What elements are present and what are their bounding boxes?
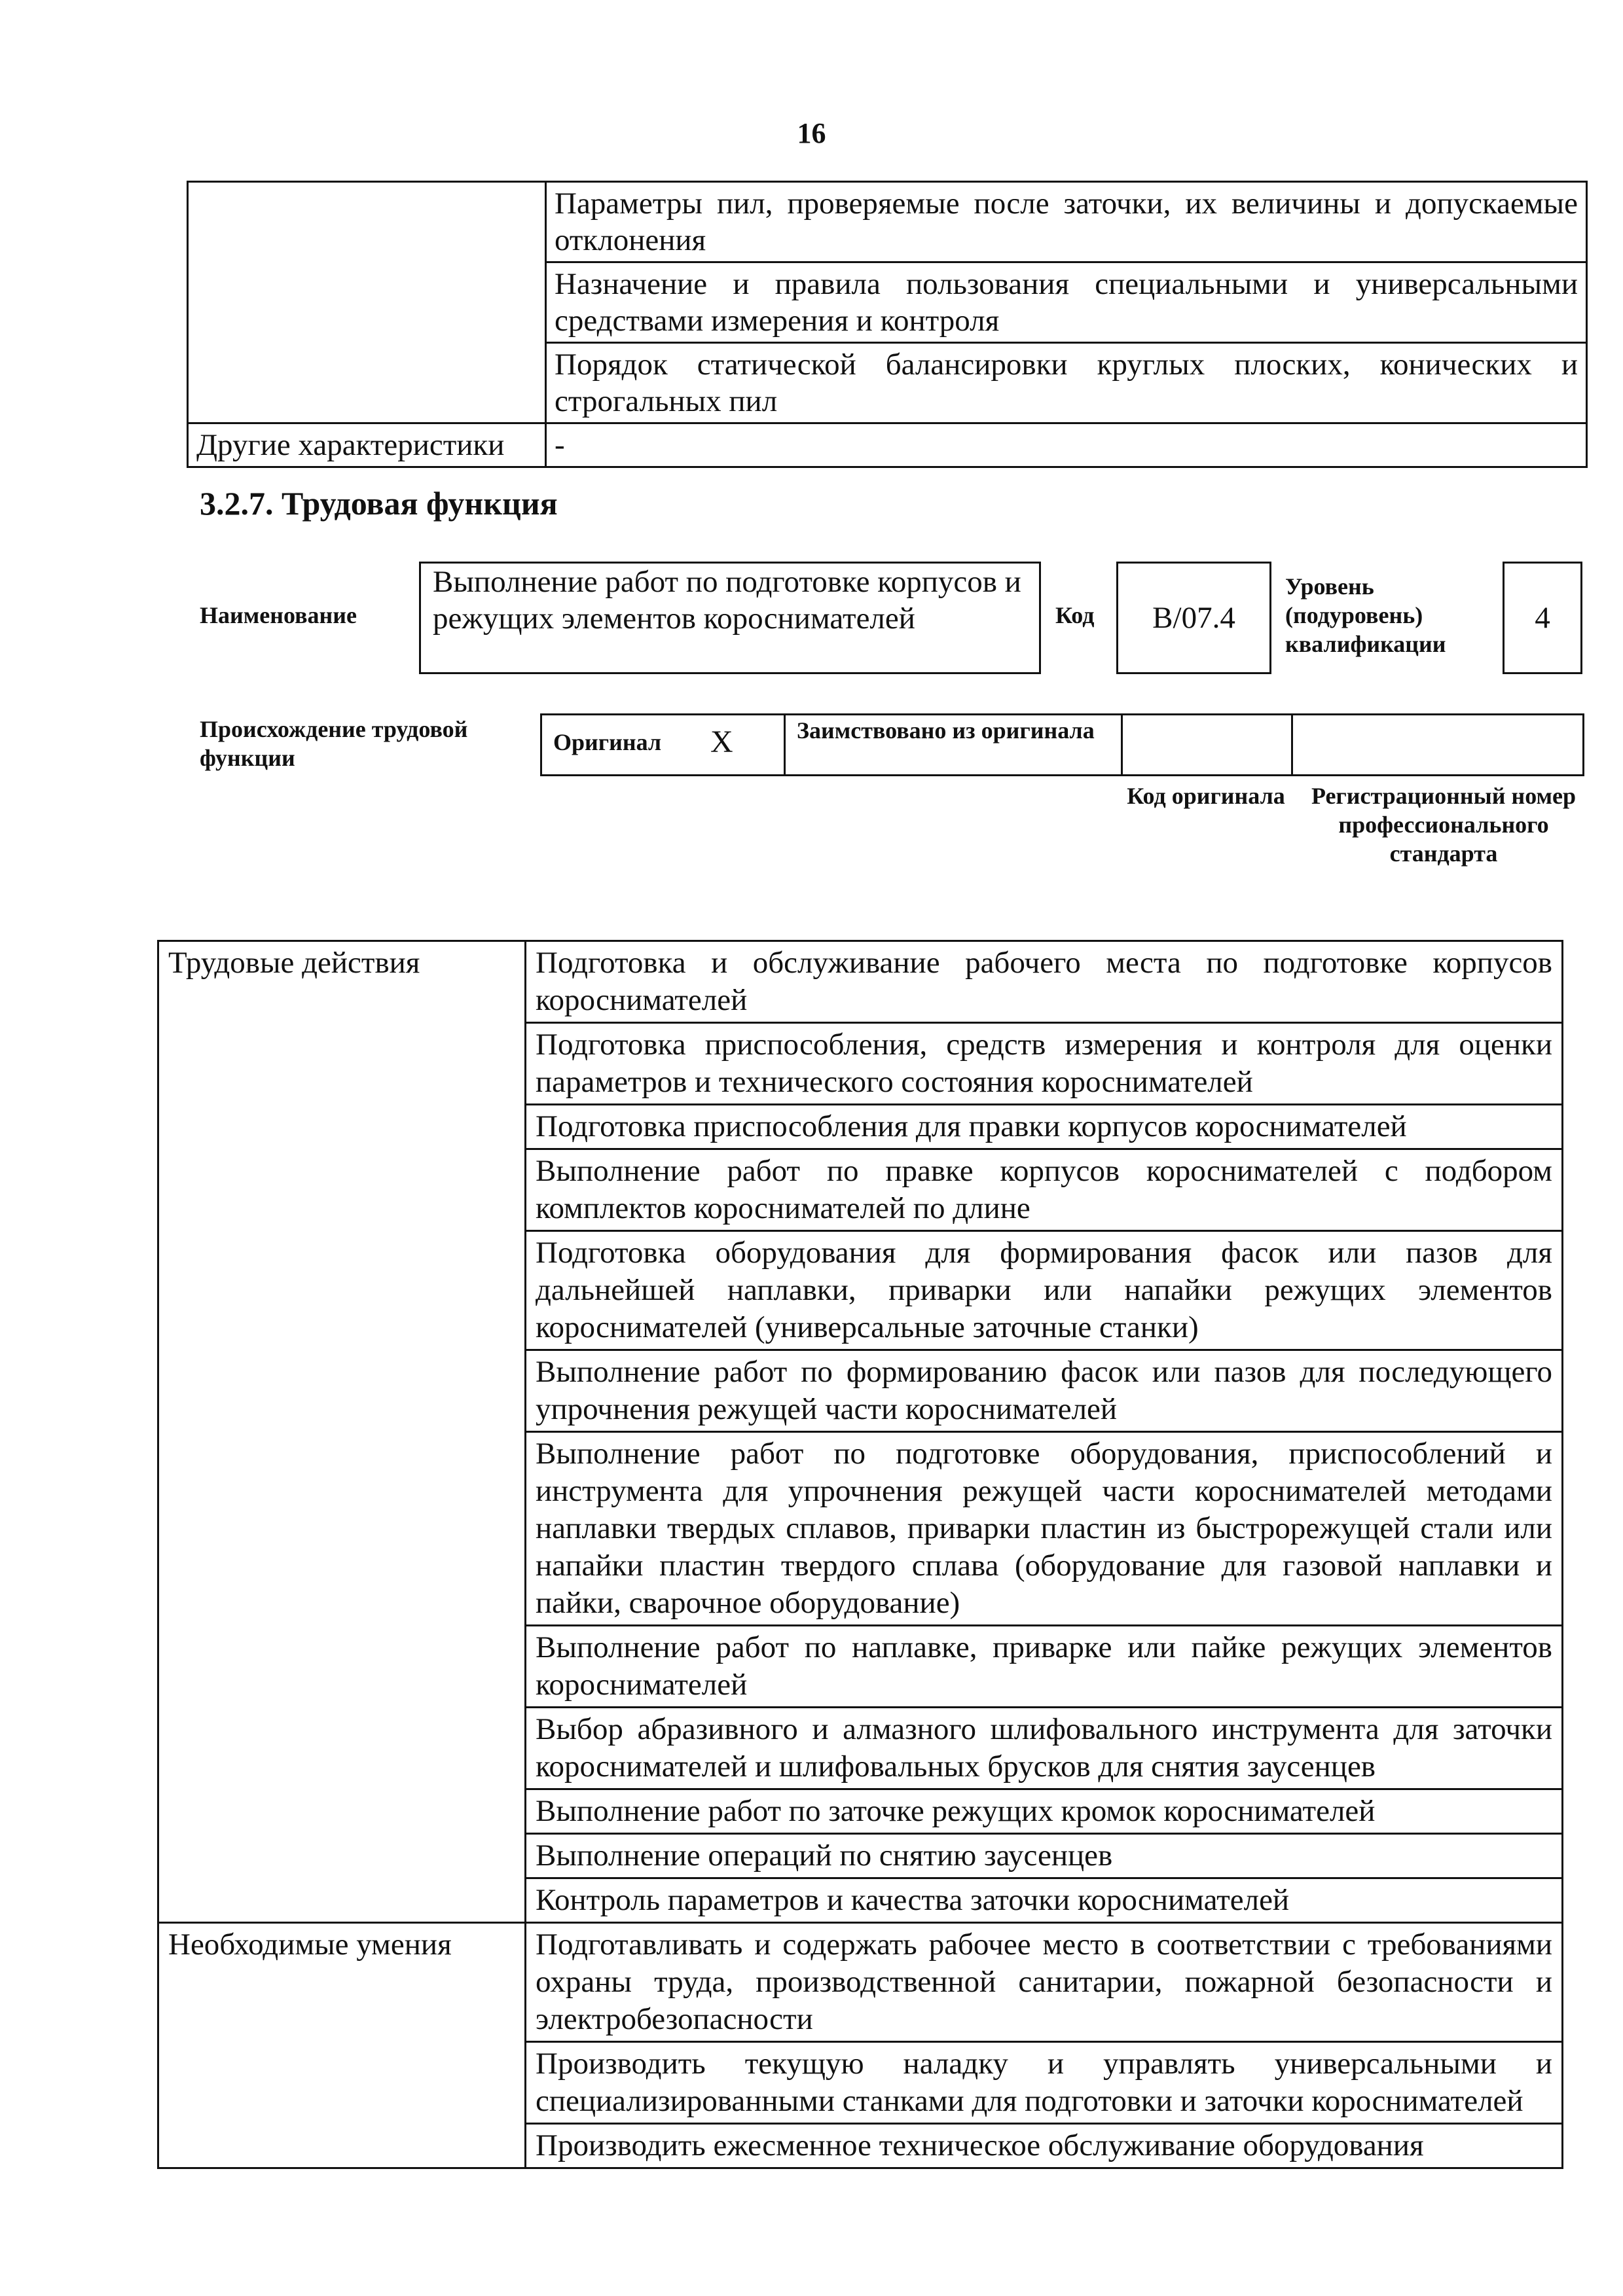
level-label: Уровень (подуровень) квалификации — [1285, 573, 1446, 657]
function-name: Выполнение работ по подготовке корпусов и режущих элементов короснимателей — [433, 565, 1021, 636]
labor-actions-label: Трудовые действия — [158, 941, 526, 1923]
section-title: 3.2.7. Трудовая функция — [200, 485, 558, 522]
empty-category-cell — [188, 182, 546, 423]
labor-action-item: Выполнение работ по правке корпусов короснимателей с подбором комплектов короснимателей по длине — [526, 1149, 1563, 1231]
skill-item: Производить ежесменное техническое обслуживание оборудования — [526, 2124, 1563, 2168]
code-box — [1116, 562, 1271, 674]
original-label: Оригинал — [553, 729, 662, 755]
skill-item: Подготавливать и содержать рабочее место в соответствии с требованиями охраны труда, производственной санитарии, пожарной безопасности и электробезопасности — [526, 1923, 1563, 2042]
labor-action-item: Контроль параметров и качества заточки короснимателей — [526, 1878, 1563, 1923]
reg-number-caption: Регистрационный номер профессионального стандарта — [1311, 783, 1577, 867]
labor-action-item: Выполнение работ по заточке режущих кромок короснимателей — [526, 1789, 1563, 1834]
labor-action-item: Выбор абразивного и алмазного шлифовального инструмента для заточки короснимателей и шлифовальных брусков для снятия заусенцев — [526, 1708, 1563, 1789]
function-content-table — [157, 940, 1563, 2169]
skills-label: Необходимые умения — [158, 1923, 526, 2168]
code-value: B/07.4 — [1152, 601, 1235, 635]
labor-action-item: Выполнение работ по формированию фасок или пазов для последующего упрочнения режущей части короснимателей — [526, 1350, 1563, 1432]
labor-action-item: Выполнение работ по наплавке, приварке или пайке режущих элементов короснимателей — [526, 1626, 1563, 1708]
level-box — [1503, 562, 1582, 674]
requirement-item: Параметры пил, проверяемые после заточки, их величины и допускаемые отклонения — [546, 182, 1587, 262]
labor-action-item: Выполнение операций по снятию заусенцев — [526, 1834, 1563, 1878]
level-value: 4 — [1535, 601, 1550, 635]
borrowed-label: Заимствовано из оригинала — [797, 717, 1095, 744]
original-mark: X — [710, 725, 733, 759]
page-number: 16 — [797, 117, 826, 149]
skill-item: Производить текущую наладку и управлять универсальными и специализированными станками для подготовки и заточки короснимателей — [526, 2042, 1563, 2124]
other-characteristics-label: Другие характеристики — [188, 423, 546, 467]
origin-label: Происхождение трудовой функции — [200, 716, 468, 771]
labor-action-item: Подготовка и обслуживание рабочего места по подготовке корпусов короснимателей — [526, 941, 1563, 1023]
labor-action-item: Подготовка приспособления, средств измерения и контроля для оценки параметров и технического состояния короснимателей — [526, 1023, 1563, 1105]
code-label: Код — [1055, 602, 1095, 628]
labor-action-item: Подготовка оборудования для формирования фасок или пазов для дальнейшей наплавки, приварки или напайки режущих элементов короснимателей (универсальные заточные станки) — [526, 1231, 1563, 1350]
other-characteristics-value: - — [546, 423, 1587, 467]
requirement-item: Назначение и правила пользования специальными и универсальными средствами измерения и контроля — [546, 262, 1587, 343]
name-label: Наименование — [200, 602, 357, 628]
continuation-table — [187, 181, 1588, 468]
function-name-box — [419, 562, 1041, 674]
labor-action-item: Выполнение работ по подготовке оборудования, приспособлений и инструмента для упрочнения режущей части короснимателей методами наплавки твердых сплавов, приварки пластин из быстрорежущей стали или напайки пластин твердого сплава (оборудование для газовой наплавки и пайки, сварочное оборудование) — [526, 1432, 1563, 1626]
labor-action-item: Подготовка приспособления для правки корпусов короснимателей — [526, 1105, 1563, 1149]
code-original-caption: Код оригинала — [1127, 783, 1285, 809]
requirement-item: Порядок статической балансировки круглых плоских, конических и строгальных пил — [546, 343, 1587, 423]
